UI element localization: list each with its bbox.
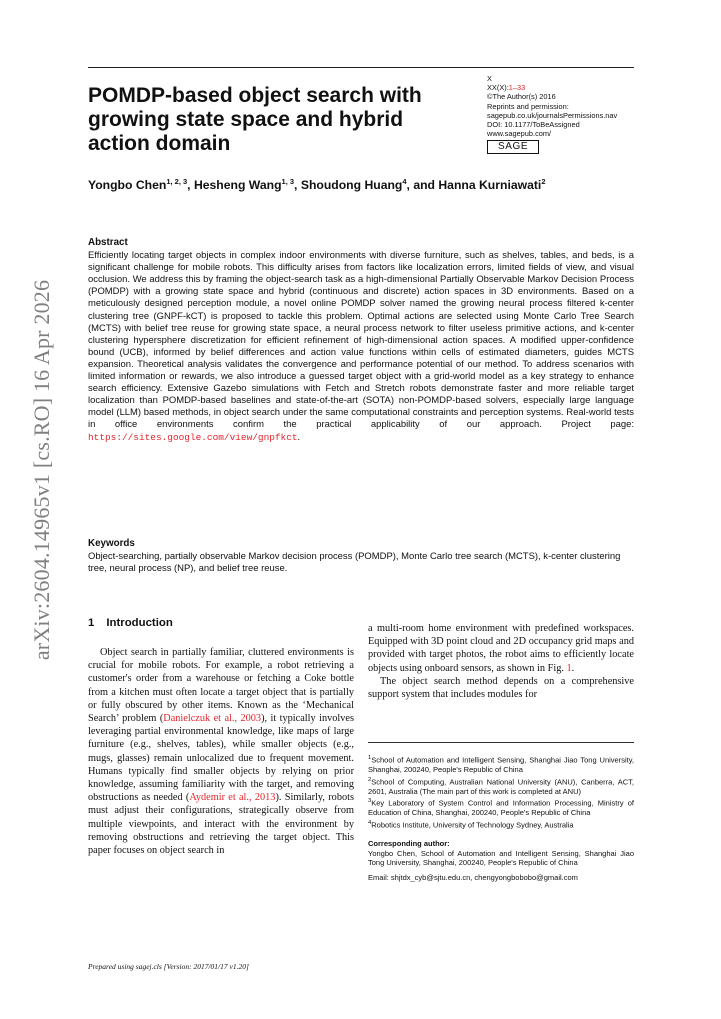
arxiv-id: arXiv:2604.14965v1 [cs.RO] 16 Apr 2026 [29, 279, 54, 661]
author-name: Hesheng Wang [193, 178, 282, 193]
keywords-section [88, 538, 634, 575]
left-column [88, 646, 354, 857]
author-affiliation: 1, 2, 3 [166, 177, 188, 186]
meta-reprints: Reprints and permission: [487, 101, 569, 111]
project-page-link[interactable]: https://sites.google.com/view/gnpfkct [88, 431, 298, 443]
footnote: $^2$School of Computing, Australian National University (ANU), Canberra, ACT, 2601, Australia (The main part of this work is completed at ANU) [368, 776, 634, 796]
author-affiliation: 1, 3 [281, 177, 295, 186]
section-heading-introduction [88, 617, 173, 629]
corresponding-author-address: Yongbo Chen, School of Automation and Intelligent Sensing, Shanghai Jiao Tong University, Shanghai, 200240, People's Republic of China [368, 848, 634, 868]
figure-ref-link[interactable]: 1 [566, 662, 572, 674]
keywords-heading: Keywords [88, 538, 135, 549]
corresponding-author-label: Corresponding author: [368, 839, 450, 849]
abstract-section [88, 237, 634, 444]
footnote: $^1$School of Automation and Intelligent Sensing, Shanghai Jiao Tong University, Shanghai, 200240, People's Republic of China [368, 755, 634, 775]
author-list: Yongbo Chen$^{1, 2, 3}$, Hesheng Wang$^{1, 3}$, Shoudong Huang$^4$, and Hanna Kurniawati$^2$ [88, 177, 546, 193]
footnote: $^4$Robotics Institute, University of Technology Sydney, Australia [368, 820, 574, 830]
section-title: Introduction [106, 617, 173, 629]
affiliation-footnotes [368, 754, 634, 883]
meta-volume: X [487, 74, 492, 83]
intro-paragraph: Object search in partially familiar, cluttered environments is crucial for mobile robots. For example, a robot retrieving a customer's order from a warehouse or fetching a Coke bottle from a kitchen must often locate a target object that is partially or fully obscured by other items. Known as the ‘Mechanical Search’ problem (Danielczuk et al., 2003), it typically involves leveraging partial environmental knowledge, like maps of large furniture (e.g., shelves, tables), while smaller objects (e.g., mugs, glasses) remain unlocalized due to frequent movement. Humans typically find smaller objects by relying on prior knowledge, assuming familiarity with the target, and removing obstructions as needed (Aydemir et al., 2013). Similarly, robots must adjust their configurations, strategically observe from multiple viewpoints, and interact with the environment by removing obstructions and retrieving the target object. This paper focuses on object search in [88, 647, 354, 857]
meta-doi: DOI: 10.1177/ToBeAssigned [487, 120, 580, 130]
corresponding-email[interactable]: Email: shjtdx_cyb@sjtu.edu.cn, chengyongbobobo@gmail.com [368, 872, 578, 882]
keywords-text: Object-searching, partially observable Markov decision process (POMDP), Monte Carlo tree search (MCTS), k-center clustering tree, neural process (NP), and belief tree reuse. [88, 551, 621, 575]
footnote: $^3$Key Laboratory of System Control and Information Processing, Ministry of Education of China, Shanghai, 200240, People's Republic of China [368, 798, 634, 818]
intro-paragraph: The object search method depends on a comprehensive support system that includes modules for [368, 675, 634, 701]
paper-title: POMDP-based object search with growing state space and hybrid action domain [88, 84, 422, 155]
meta-issue: XX(X):1–33 [487, 83, 526, 93]
intro-paragraph-continued: a multi-room home environment with predefined workspaces. Equipped with 3D point cloud and 2D occupancy grid maps and provided with target photos, the robot aims to efficiently locate objects using onboard sensors, as shown in Fig. 1. [368, 623, 634, 674]
citation-link[interactable]: Aydemir et al., 2013 [189, 792, 276, 804]
journal-meta [487, 74, 667, 154]
meta-copyright: ©The Author(s) 2016 [487, 92, 556, 102]
abstract-heading: Abstract [88, 237, 128, 248]
abstract-text: Efficiently locating target objects in complex indoor environments with diverse furniture, such as shelves, tables, and beds, is a significant challenge for mobile robots. This difficulty arises from factors like localization errors, limited fields of view, and visual occlusion. We address this by framing the object-search task as a high-dimensional Partially Observable Markov Decision Process (POMDP) with a growing state space and hybrid (continuous and discrete) action spaces in 3D environments. Based on a meticulously designed perception module, a novel online POMDP solver named the growing neural process filtered k-center clustering tree (GNPF-kCT) is proposed to tackle this problem. Optimal actions are selected using Monte Carlo Tree Search (MCTS) with belief tree reuse for growing state space, a neural process network to filter useless primitive actions, and k-center clustering hypersphere discretization for efficient refinement of high-dimensional action spaces. A modified upper-confidence bound (UCB), informed by belief differences and action value functions within cells of estimated diameters, guides MCTS expansion. Theoretical analysis validates the convergence and performance potential of our method. To address scenarios with limited information or rewards, we also introduce a guessed target object with a grid-world model as a key strategy to enhance search efficiency. Extensive Gazebo simulations with Fetch and Stretch robots demonstrate faster and more reliable target localization than POMDP-based baselines and state-of-the-art (SOTA) non-POMDP-based solvers, especially large language model (LLM) based methods, in object search under the same computational constraints and perception systems. Real-world tests in office environments confirm the practical applicability of our approach. Project page: https://sites.google.com/view/gnpfkct. [88, 250, 634, 443]
footnote-rule [368, 742, 634, 743]
author-affiliation: 4 [402, 177, 407, 186]
author-name: Yongbo Chen [88, 178, 167, 193]
sage-logo: SAGE [487, 140, 539, 154]
page-footer: Prepared using sagej.cls [Version: 2017/01/17 v1.20] [88, 962, 249, 971]
right-column [368, 622, 634, 701]
meta-website: www.sagepub.com/ [487, 129, 552, 139]
section-number: 1 [88, 617, 95, 629]
author-name: Hanna Kurniawati [438, 178, 542, 193]
meta-permissions: sagepub.co.uk/journalsPermissions.nav [487, 110, 618, 120]
citation-link[interactable]: Danielczuk et al., 2003 [163, 713, 262, 725]
author-name: Shoudong Huang [300, 178, 403, 193]
author-affiliation: 2 [541, 177, 546, 186]
pages-link[interactable]: 1–33 [508, 83, 526, 93]
header-rule [88, 67, 634, 68]
